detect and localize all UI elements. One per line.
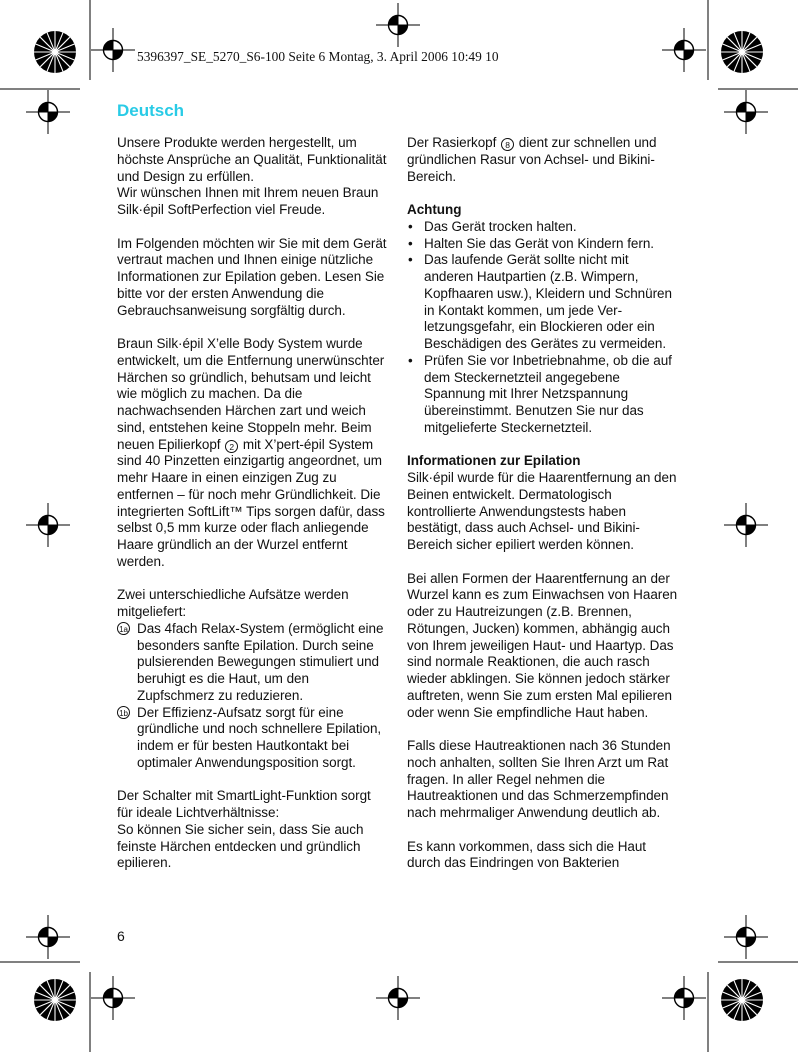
list-item: • Das laufende Gerät sollte nicht mit anderen Hautpartien (z.B. Wimpern, Kopfhaaren usw.), Kleidern und Schnüren in Kontakt kommen, um jede Verletzungsgefahr, ein Blockieren oder ein Beschädigen des Gerätes zu vermeiden.: [407, 252, 679, 353]
language-heading: Deutsch: [117, 101, 185, 120]
info-paragraph: Bei allen Formen der Haarentfernung an der Wurzel kann es zum Einwachsen von Haaren oder zu Hautreizungen (z.B. Brennen, Rötungen, Jucken) kommen, abhängig auch von Ihrem jeweiligen Haut- und Haartyp. Das sind normale Reaktionen, die auch rasch wieder abklingen. Sie können jedoch stärker auftreten, wenn Sie zum ersten Mal epilieren oder wenn Sie empfindliche Haut haben.: [407, 570, 678, 720]
list-item: • Prüfen Sie vor Inbetriebnahme, ob die auf dem Steckernetzteil angegebene Spannung mit Ihrer Netzspannung übereinstimmt. Benutzen Sie nur das mitgelieferte Steckernetzteil.: [407, 353, 679, 437]
registration-mark: [662, 28, 706, 72]
page-number: 6: [117, 928, 125, 944]
ref-marker: 1b: [117, 706, 130, 719]
left-column: [117, 135, 389, 889]
registration-mark: [26, 90, 70, 134]
attachments-intro: Zwei unterschiedliche Aufsätze werden mitgeliefert:: [117, 587, 349, 619]
familiarize-paragraph: Im Folgenden möchten wir Sie mit dem Gerät vertraut machen und Ihnen einige nützliche Informationen zur Epilation geben. Lesen Sie bitte vor der ersten Anwendung die Gebrauchsanweisung sorgfältig durch.: [117, 235, 387, 318]
registration-mark: [662, 976, 706, 1020]
ref-marker: 8: [501, 138, 514, 151]
registration-mark: [26, 915, 70, 959]
registration-mark: [376, 3, 420, 47]
list-item: 1b Der Effizienz-Aufsatz sorgt für eine gründliche und noch schnellere Epilation, indem er für besten Hautkontakt bei optimaler Anwendungsposition sorgt.: [117, 705, 389, 772]
list-item: 1a Das 4fach Relax-System (ermöglicht eine besonders sanfte Epilation. Durch seine pulsierenden Bewegungen stimuliert und beruhigt es die Haut, um den Zupfschmerz zu reduzieren.: [117, 621, 389, 705]
color-target-top-left: [34, 31, 76, 73]
info-paragraph: Silk·épil wurde für die Haarentfernung an den Beinen entwickelt. Dermatologisch kontrollierte Anwendungstests haben bestätigt, dass auch Achsel- und Bikini-Bereich sicher epiliert werden können.: [407, 470, 677, 552]
intro-paragraph: Unsere Produkte werden hergestellt, um höchste Ansprüche an Qualität, Funktionalität und Design zu erfüllen. Wir wünschen Ihnen mit Ihrem neuen Braun Silk·épil SoftPerfection viel Freude.: [117, 135, 387, 217]
info-paragraph: Falls diese Hautreaktionen nach 36 Stunden noch anhalten, sollten Sie Ihren Arzt um Rat fragen. In aller Regel nehmen die Hautreaktionen und das Schmerzempfinden nach mehrmaliger Anwendung deutlich ab.: [407, 738, 671, 820]
attachments-list: [117, 621, 389, 772]
registration-mark: [91, 976, 135, 1020]
caution-list: [407, 219, 679, 437]
registration-mark: [724, 503, 768, 547]
ref-marker: 1a: [117, 622, 130, 635]
color-target-bottom-right: [721, 979, 763, 1021]
color-target-top-right: [721, 31, 763, 73]
list-item: • Halten Sie das Gerät von Kindern fern.: [407, 236, 679, 253]
info-paragraph: Es kann vorkommen, dass sich die Haut durch das Eindringen von Bakterien: [407, 838, 647, 871]
shaver-head-paragraph: Der Rasierkopf 8 dient zur schnellen und gründlichen Rasur von Achsel- und Bikini-Bereich.: [407, 135, 657, 184]
registration-mark: [376, 976, 420, 1020]
info-heading: Informationen zur Epilation: [407, 453, 581, 469]
caution-heading: Achtung: [407, 202, 462, 217]
registration-mark: [91, 28, 135, 72]
ref-marker: 2: [225, 440, 238, 453]
registration-mark: [724, 90, 768, 134]
color-target-bottom-left: [34, 979, 76, 1021]
right-column: [407, 135, 679, 889]
list-item: • Das Gerät trocken halten.: [407, 219, 679, 236]
smartlight-paragraph: Der Schalter mit SmartLight-Funktion sorgt für ideale Lichtverhältnisse: So können Sie sicher sein, dass Sie auch feinste Härchen entdecken und gründlich epilieren.: [117, 788, 371, 871]
print-slug: 5396397_SE_5270_S6-100 Seite 6 Montag, 3. April 2006 10:49 10: [137, 49, 499, 64]
registration-mark: [26, 503, 70, 547]
system-paragraph: Braun Silk·épil X’elle Body System wurde entwickelt, um die Entfernung unerwünschter Härchen so gründlich, behutsam und leicht wie möglich zu machen. Da die nachwachsenden Härchen zart und weich sind, entstehen keine Stoppeln mehr. Beim neuen Epilierkopf 2 mit X’pert-épil System sind 40 Pinzetten einzigartig angeordnet, um mehr Haare in einen einzigen Zug zu entfernen – für noch mehr Gründlichkeit. Die integrierten SoftLift™ Tips sorgen dafür, dass selbst 0,5 mm kurze oder flach anliegende Haare gründlich an der Wurzel entfernt werden.: [117, 336, 385, 569]
registration-mark: [724, 915, 768, 959]
